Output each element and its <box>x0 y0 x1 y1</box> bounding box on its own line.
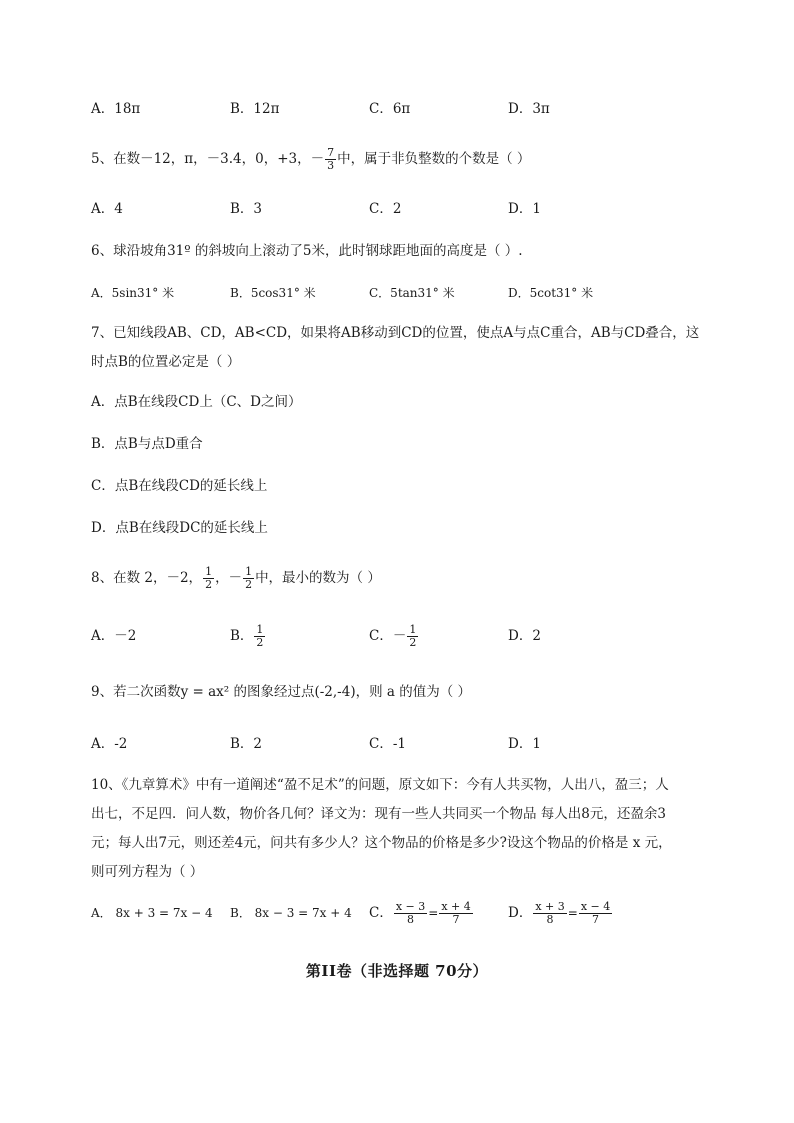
q9-option-a[interactable]: A．-2 <box>91 736 128 752</box>
q7-line-2: 时点B的位置必定是（ ） <box>91 354 241 370</box>
q8-fraction-2: $\frac{1}{2}$ <box>245 565 253 591</box>
q10-options <box>91 897 754 931</box>
q8-option-c[interactable]: C．－ $\frac{1}{2}$ <box>369 623 417 649</box>
q5-option-c[interactable]: C．2 <box>369 201 402 217</box>
q10-line-4: 则可列方程为（ ） <box>91 864 204 880</box>
q6-option-d[interactable]: D．5cot31° 米 <box>508 286 594 300</box>
question-5 <box>91 143 754 175</box>
section-title: 第II卷（非选择题 70分） <box>305 962 489 980</box>
q6-option-c[interactable]: C．5tan31° 米 <box>369 286 455 300</box>
q4-option-b[interactable]: B．12π <box>230 101 280 117</box>
q10-option-d[interactable]: D． $\frac{x + 3}{8}$ = $\frac{x - 4}{7}$ <box>508 900 611 926</box>
q9-option-c[interactable]: C．-1 <box>369 736 406 752</box>
q10-option-c[interactable]: C． $\frac{x - 3}{8}$ = $\frac{x + 4}{7}$ <box>369 900 471 926</box>
q4-option-a[interactable]: A．18π <box>91 101 141 117</box>
q9-option-b[interactable]: B．2 <box>230 736 263 752</box>
q5-option-d[interactable]: D．1 <box>508 201 541 217</box>
q10-line-2: 出七，不足四．问人数，物价各几何？译文为：现有一些人共同买一个物品 每人出8元，还盈余3 <box>91 806 666 822</box>
q8-prefix: 8、在数 2，－2， <box>91 570 203 586</box>
q7-line-1: 7、已知线段AB、CD，AB<CD，如果将AB移动到CD的位置，使点A与点C重合，AB与CD叠合，这 <box>91 325 700 341</box>
q5-option-b[interactable]: B．3 <box>230 201 263 217</box>
q9-option-d[interactable]: D．1 <box>508 736 541 752</box>
q8-options <box>91 620 754 654</box>
q10-line-1: 10、《九章算术》中有一道阐述“盈不足术”的问题，原文如下：今有人共买物，人出八，盈三；人 <box>91 777 669 793</box>
question-6: 6、球沿坡角31º 的斜坡向上滚动了5米，此时钢球距地面的高度是（ ）. <box>91 243 523 259</box>
q6-option-a[interactable]: A．5sin31° 米 <box>91 286 175 300</box>
q8-mid: ，－ <box>215 570 243 586</box>
question-10 <box>91 771 741 887</box>
q10-option-b[interactable]: B． 8x − 3 = 7x + 4 <box>230 906 352 920</box>
question-7 <box>91 319 741 377</box>
q5-suffix: 中，属于非负整数的个数是（ ） <box>337 151 531 167</box>
q5-fraction: $\frac{7}{3}$ <box>327 146 335 172</box>
q10-option-a[interactable]: A． 8x + 3 = 7x − 4 <box>91 906 213 920</box>
q8-suffix: 中，最小的数为（ ） <box>255 570 381 586</box>
q4-option-d[interactable]: D．3π <box>508 101 550 117</box>
q8-option-b[interactable]: B． $\frac{1}{2}$ <box>230 623 264 649</box>
q4-option-c[interactable]: C．6π <box>369 101 411 117</box>
q5-option-a[interactable]: A．4 <box>91 201 123 217</box>
q7-option-d[interactable]: D．点B在线段DC的延长线上 <box>91 520 268 536</box>
q8-option-a[interactable]: A．－2 <box>91 628 137 644</box>
q7-option-b[interactable]: B．点B与点D重合 <box>91 436 203 452</box>
question-8 <box>91 562 754 594</box>
q5-prefix: 5、在数－12，π，－3.4，0，+3，－ <box>91 151 325 167</box>
q6-option-b[interactable]: B．5cos31° 米 <box>230 286 316 300</box>
q10-line-3: 元；每人出7元，则还差4元，问共有多少人？这个物品的价格是多少?设这个物品的价格是 x 元， <box>91 835 672 851</box>
q7-option-c[interactable]: C．点B在线段CD的延长线上 <box>91 478 268 494</box>
q8-option-d[interactable]: D．2 <box>508 628 541 644</box>
question-9: 9、若二次函数y = ax² 的图象经过点(-2,-4)，则 a 的值为（ ） <box>91 684 472 700</box>
q8-fraction-1: $\frac{1}{2}$ <box>205 565 213 591</box>
q7-option-a[interactable]: A．点B在线段CD上（C、D之间） <box>91 394 302 410</box>
